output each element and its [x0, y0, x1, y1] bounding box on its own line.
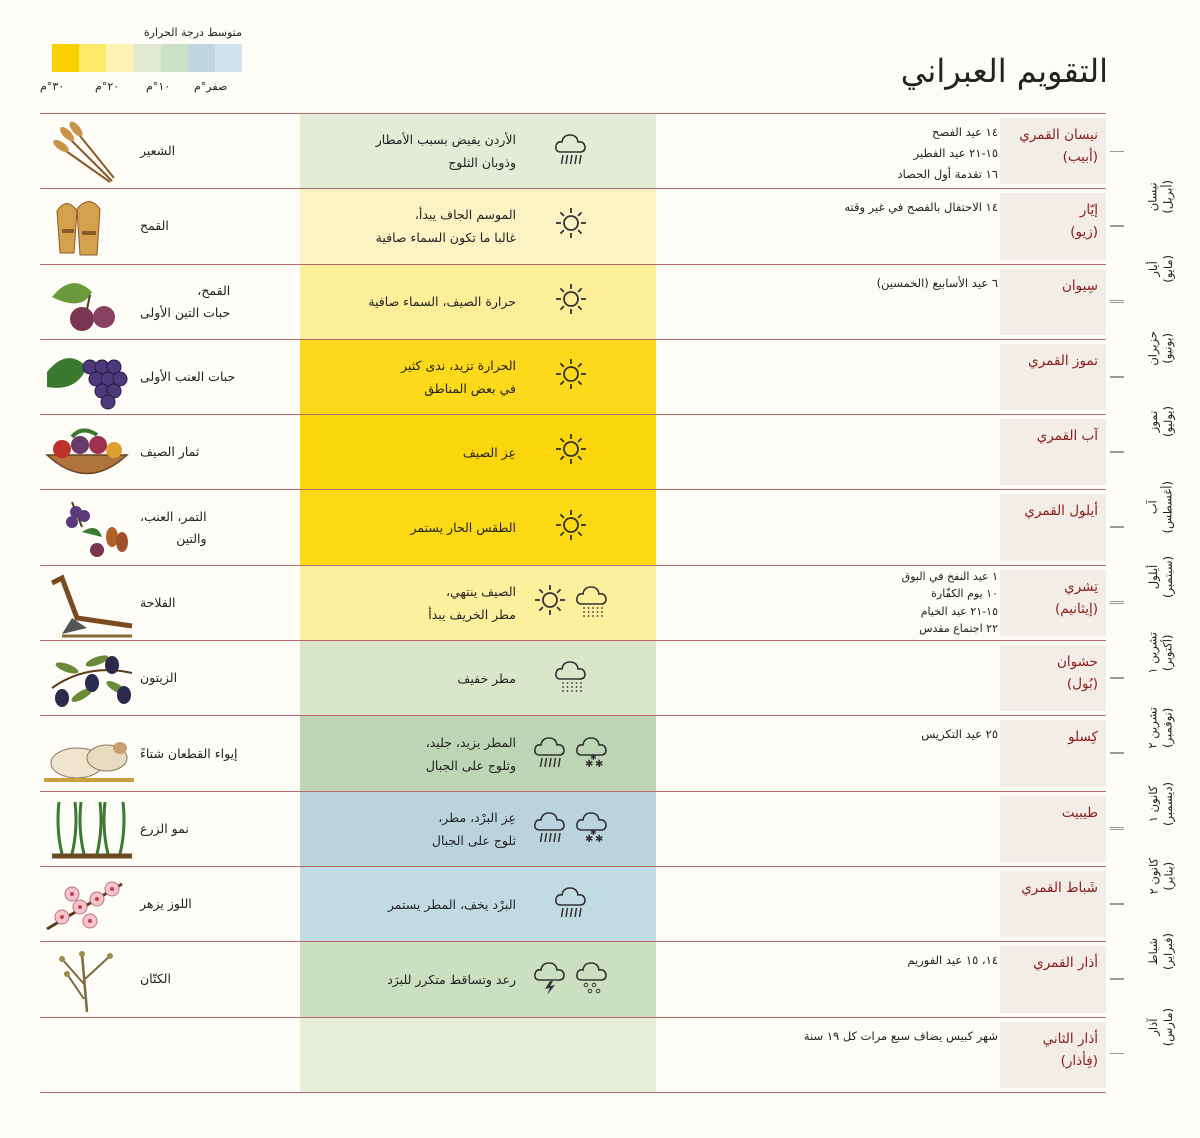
hebrew-month	[1010, 576, 1098, 620]
crop-label	[140, 490, 246, 564]
weather-line: عِز الصيف	[462, 444, 516, 460]
crop-label	[140, 867, 246, 941]
weather-text	[330, 516, 516, 539]
hebrew-month	[1010, 500, 1098, 522]
legend-swatch	[133, 44, 160, 72]
grapes-icon	[42, 342, 136, 412]
crop-line: الكتّان	[140, 971, 171, 987]
rain-icon	[531, 733, 569, 775]
gregorian-tick	[1110, 302, 1124, 303]
sun-icon	[552, 431, 590, 473]
hebrew-month-alt-name: (أبيب)	[1062, 149, 1098, 165]
hebrew-month	[1010, 199, 1098, 243]
weather-line: الموسم الجاف يبدأ،	[414, 207, 516, 223]
crop-line: التمر، العنب،	[140, 508, 207, 524]
crop-line: حبات التين الأولى	[140, 304, 231, 320]
crop-label	[140, 189, 246, 263]
weather-icons	[516, 431, 626, 473]
crop-line: نمو الزرع	[140, 820, 189, 836]
crop-line: الزيتون	[140, 670, 178, 686]
svg-text:✱: ✱	[585, 833, 594, 845]
legend-swatch	[79, 44, 106, 72]
weather-line: الطقس الحار يستمر	[410, 520, 516, 536]
snow-icon	[573, 808, 611, 850]
weather-cell	[330, 942, 626, 1016]
gregorian-tick	[1110, 527, 1124, 528]
hebrew-month-alt-name: (زيو)	[1070, 224, 1098, 241]
crop-line: اللوز يزهر	[140, 896, 192, 912]
weather-icons	[516, 733, 626, 775]
weather-line: ثلوج على الجبال	[431, 832, 516, 848]
hebrew-month	[1010, 425, 1098, 447]
crop-label	[140, 716, 246, 790]
weather-icons	[516, 130, 626, 172]
page-title: التقويم العبراني	[900, 52, 1108, 90]
crop-line: الفلاحة	[140, 594, 176, 610]
svg-text:✱: ✱	[590, 827, 597, 837]
crop-label	[140, 340, 246, 414]
gregorian-month-name: أيار	[1146, 261, 1160, 277]
weather-icons	[516, 205, 626, 247]
weather-text	[330, 893, 516, 916]
feast-item: ١٤ الاحتفال بالفصح في غير وقته	[844, 200, 998, 215]
hebrew-month-name: آب القمري	[1036, 428, 1098, 445]
crop-line: القمح	[140, 218, 169, 234]
gregorian-tick	[1110, 226, 1124, 227]
month-row	[40, 1017, 1106, 1093]
hebrew-month-name: أذار الثاني	[1042, 1030, 1098, 1047]
rain-icon	[552, 130, 590, 172]
weather-line: الحرارة تزيد، ندى كثير	[401, 358, 516, 374]
hebrew-month-name: أذار القمري	[1033, 955, 1098, 972]
feasts-list	[658, 1026, 998, 1047]
sheep-icon	[42, 718, 136, 788]
gregorian-month-name: تشرين ١	[1146, 631, 1160, 674]
temperature-legend	[40, 24, 250, 99]
legend-swatch	[161, 44, 188, 72]
hebrew-month-name: شَباط القمري	[1021, 879, 1098, 896]
barley-icon	[42, 116, 136, 186]
weather-cell	[330, 1018, 626, 1092]
feast-item: ١٥-٢١ عيد الفطير	[913, 146, 998, 160]
dates-icon	[42, 492, 136, 562]
legend-swatch	[52, 44, 79, 72]
storm-icon	[531, 958, 569, 1000]
crop-line: والتين	[176, 530, 207, 546]
legend-label-0: صفر°م	[194, 80, 228, 93]
crop-line: الشعير	[140, 143, 176, 159]
gregorian-month-name: كانون ١	[1146, 786, 1160, 823]
hebrew-month	[1010, 952, 1098, 974]
olives-icon	[42, 643, 136, 713]
weather-line: مطر الخريف يبدأ	[428, 606, 516, 622]
weather-text	[330, 290, 516, 313]
snow-icon	[573, 733, 611, 775]
weather-text	[330, 968, 516, 991]
flax-icon	[42, 944, 136, 1014]
figs-icon	[42, 267, 136, 337]
gregorian-month-alt: (نوفمبر)	[1161, 707, 1175, 748]
weather-icons	[516, 507, 626, 549]
weather-line: البرْد يخف، المطر يستمر	[387, 896, 516, 912]
weather-line: مطر خفيف	[457, 670, 516, 686]
weather-cell	[330, 867, 626, 941]
hebrew-month-alt-name: (فِأذار)	[1060, 1052, 1098, 1069]
gregorian-month-alt: (مايو)	[1161, 255, 1175, 284]
gregorian-tick	[1110, 603, 1124, 604]
hebrew-month	[1010, 726, 1098, 748]
hebrew-month	[1010, 350, 1098, 372]
legend-label-20: ٢٠°م	[95, 80, 120, 93]
hebrew-month-name: تِشري	[1064, 578, 1098, 595]
weather-line: في بعض المناطق	[424, 381, 516, 397]
gregorian-tick	[1110, 904, 1124, 905]
crop-line: ثمار الصيف	[140, 444, 200, 460]
gregorian-month-name: كانون ٢	[1146, 857, 1160, 895]
weather-cell	[330, 415, 626, 489]
legend-title: متوسط درجة الحرارة	[143, 26, 242, 39]
feast-item: ١٦ تقدمة أول الحصاد	[897, 167, 998, 181]
gregorian-month-name: أيلول	[1146, 565, 1160, 590]
weather-cell	[330, 340, 626, 414]
hebrew-month-alt-name: (بُول)	[1066, 676, 1098, 693]
gregorian-tick	[1110, 678, 1124, 679]
gregorian-tick	[1110, 377, 1124, 378]
almond-icon	[42, 869, 136, 939]
sun-icon	[552, 507, 590, 549]
weather-line: وثلوج على الجبال	[425, 757, 516, 773]
weather-icons	[516, 958, 626, 1000]
gregorian-month-name: تشرين ٢	[1146, 707, 1160, 749]
crop-line: القمح،	[197, 282, 231, 298]
gregorian-month	[1110, 942, 1190, 1090]
crop-label	[140, 641, 246, 715]
drizzle-icon	[573, 582, 611, 624]
weather-cell	[330, 114, 626, 188]
crop-label	[140, 792, 246, 866]
hebrew-month-name: أيلول القمري	[1024, 503, 1098, 520]
hebrew-month	[1010, 275, 1098, 297]
hebrew-month	[1010, 877, 1098, 899]
weather-cell	[330, 189, 626, 263]
gregorian-month-alt: (يونيو)	[1161, 332, 1175, 364]
legend-label-10: ١٠°م	[146, 80, 171, 93]
hebrew-month-name: نيسان القمري	[1019, 127, 1098, 143]
gregorian-month-alt: (ديسمبر)	[1161, 782, 1175, 827]
gregorian-month-name: شباط	[1146, 937, 1160, 966]
crop-label	[140, 566, 246, 640]
weather-icons	[516, 883, 626, 925]
gregorian-month-alt: (سبتمبر)	[1161, 556, 1175, 599]
weather-text	[330, 128, 516, 174]
weather-line: وذوبان الثلوج	[448, 155, 516, 171]
gregorian-month-alt: (أبريل)	[1161, 180, 1175, 214]
crop-label	[140, 942, 246, 1016]
feast-item: ٢٢ اجتماع مقدس	[919, 622, 998, 636]
weather-line: الأردن يفيض بسبب الأمطار	[375, 132, 516, 148]
gregorian-tick	[1110, 452, 1124, 453]
sun-icon	[552, 281, 590, 323]
gregorian-month-name: نيسان	[1146, 182, 1160, 212]
calendar-table	[40, 113, 1175, 1093]
weather-text	[330, 667, 516, 690]
crop-label	[140, 265, 246, 339]
feast-item: ١٠ يوم الكفّارة	[931, 587, 998, 601]
gregorian-month-name: حزيران	[1146, 330, 1160, 366]
feast-item: ١٤، ١٥ عيد الفوريم	[907, 953, 998, 968]
weather-text	[330, 203, 516, 249]
crop-line: إيواء القطعان شتاءً	[140, 745, 238, 761]
legend-label-30: ٣٠°م	[40, 80, 65, 93]
feasts-list	[658, 122, 998, 185]
sun-icon	[552, 205, 590, 247]
hebrew-month-name: كِسلو	[1068, 729, 1098, 746]
weather-icons	[516, 582, 626, 624]
gregorian-month-alt: (يناير)	[1161, 861, 1175, 891]
weather-icons	[516, 657, 626, 699]
crop-label	[140, 415, 246, 489]
feasts-list	[658, 568, 998, 638]
hebrew-month-name: سِيوان	[1061, 277, 1098, 294]
weather-text	[330, 806, 516, 852]
hail-icon	[573, 958, 611, 1000]
hebrew-month	[1010, 802, 1098, 824]
gregorian-month-alt: (مارس)	[1161, 1008, 1175, 1047]
hebrew-month-name: حشوان	[1056, 654, 1098, 671]
weather-cell	[330, 566, 626, 640]
weather-cell	[330, 490, 626, 564]
gregorian-month-alt: (فبراير)	[1161, 932, 1175, 970]
weather-cell	[330, 641, 626, 715]
weather-text	[330, 580, 516, 626]
hebrew-month-name: طيبيت	[1061, 804, 1098, 821]
gregorian-month-label	[1146, 1008, 1176, 1046]
hebrew-month-alt-name: (إيثانيم)	[1054, 600, 1098, 617]
legend-swatch	[215, 44, 242, 72]
weather-cell	[330, 792, 626, 866]
weather-text	[330, 731, 516, 777]
feasts-list	[658, 197, 998, 218]
hebrew-month-name: تموز القمري	[1028, 352, 1098, 369]
weather-line: عِز البرْد، مطر،	[438, 809, 516, 825]
rain-icon	[531, 808, 569, 850]
basket-icon	[42, 417, 136, 487]
gregorian-tick	[1110, 753, 1124, 754]
sun-icon	[552, 356, 590, 398]
hebrew-month	[1010, 1028, 1098, 1072]
svg-text:✱: ✱	[595, 833, 604, 845]
gregorian-tick	[1110, 979, 1124, 980]
gregorian-month-alt: (أغسطس)	[1161, 481, 1175, 534]
feast-item: ١٤ عيد الفصح	[932, 125, 998, 139]
legend-color-bar	[52, 44, 242, 72]
feast-item: ٢٥ عيد التكريس	[921, 727, 998, 742]
drizzle-icon	[552, 657, 590, 699]
feast-item: ١٥-٢١ عيد الخيام	[920, 604, 998, 618]
gregorian-tick	[1110, 151, 1124, 152]
crop-label	[140, 1018, 246, 1092]
hebrew-month-name: إيّار	[1079, 202, 1098, 219]
gregorian-tick	[1110, 829, 1124, 830]
crop-label	[140, 114, 246, 188]
gregorian-month-alt: (أكتوبر)	[1161, 634, 1175, 671]
wheat-icon	[42, 191, 136, 261]
plough-icon	[42, 568, 136, 638]
weather-icons	[516, 356, 626, 398]
weather-cell	[330, 716, 626, 790]
weather-line: غالبا ما تكون السماء صافية	[375, 230, 516, 246]
weather-line: المطر يزيد، جليد،	[425, 734, 516, 750]
feasts-list	[658, 273, 998, 294]
sprouts-icon	[42, 794, 136, 864]
gregorian-month-name: تموز	[1146, 410, 1160, 433]
feasts-list	[658, 950, 998, 971]
gregorian-month-name: آب	[1146, 500, 1160, 515]
gregorian-tick	[1110, 1053, 1124, 1054]
weather-icons	[516, 281, 626, 323]
legend-swatch	[188, 44, 215, 72]
weather-cell	[330, 265, 626, 339]
crop-line: حبات العنب الأولى	[140, 369, 236, 385]
svg-text:✱: ✱	[595, 758, 604, 770]
feast-item: ٦ عيد الأسابيع (الخمسين)	[876, 275, 998, 290]
weather-line: الصيف ينتهي،	[445, 583, 516, 599]
hebrew-month	[1010, 651, 1098, 695]
gregorian-month-name: آذار	[1146, 1018, 1160, 1036]
weather-text	[330, 354, 516, 400]
legend-swatch	[106, 44, 133, 72]
weather-line: حرارة الصيف، السماء صافية	[368, 294, 516, 310]
feast-item: ١ عيد النفخ في البوق	[901, 569, 998, 583]
weather-line: رعد وتساقط متكرر للبرَد	[387, 971, 516, 987]
weather-icons	[516, 808, 626, 850]
svg-text:✱: ✱	[585, 758, 594, 770]
weather-text	[330, 441, 516, 464]
sun-icon	[531, 582, 569, 624]
svg-text:✱: ✱	[590, 752, 597, 762]
feasts-list	[658, 724, 998, 745]
hebrew-month	[1010, 124, 1098, 168]
rain-icon	[552, 883, 590, 925]
gregorian-month-alt: (يوليو)	[1161, 405, 1175, 437]
feast-item: شهر كبيس يضاف سبع مرات كل ١٩ سنة	[803, 1028, 998, 1043]
